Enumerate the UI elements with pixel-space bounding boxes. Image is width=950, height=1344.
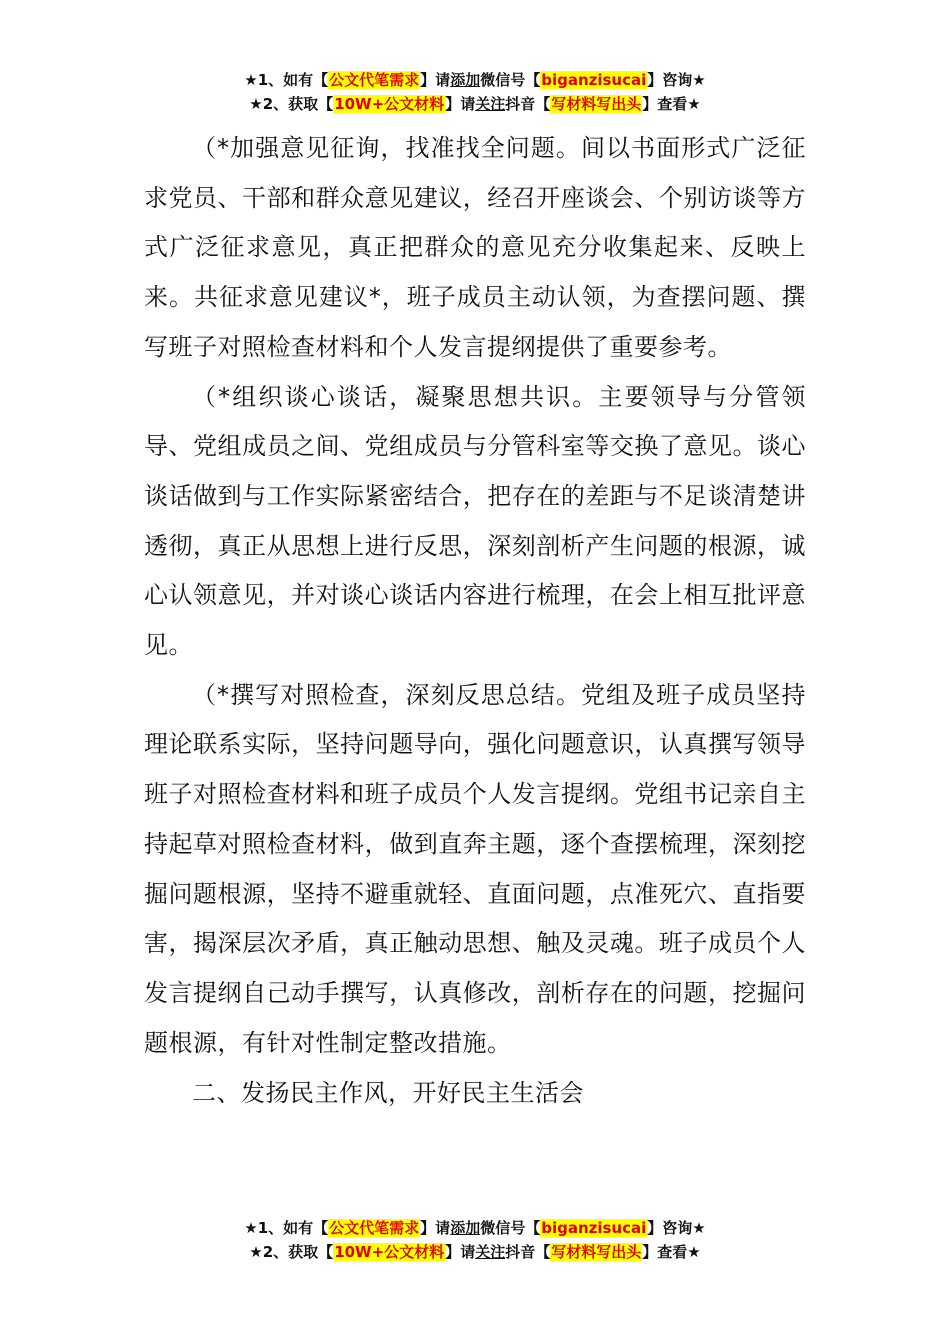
promo-text: 抖音【: [505, 1243, 551, 1261]
promo-text: ★2、获取【: [249, 1243, 334, 1261]
promo-line-1: [0, 68, 950, 92]
promo-text: 抖音【: [505, 95, 551, 113]
promo-highlight: 公文代笔需求: [329, 71, 420, 89]
promo-text: ★1、如有【: [244, 1219, 329, 1237]
document-body: [144, 124, 806, 1119]
promo-highlight: 10W+公文材料: [334, 95, 445, 113]
promo-underline: 添加: [450, 1219, 481, 1237]
promo-highlight-douyin: 写材料写出头: [551, 95, 642, 113]
promo-text: 】查看★: [642, 1243, 701, 1261]
promo-line-1: [0, 1216, 950, 1240]
promo-highlight-wechat: biganzisucai: [541, 1219, 647, 1237]
promo-text: 】请: [420, 71, 451, 89]
promo-text: 微信号【: [480, 1219, 541, 1237]
section-heading: 二、发扬民主作风，开好民主生活会: [192, 1079, 584, 1108]
promo-text: 】查看★: [642, 95, 701, 113]
promo-text: 】咨询★: [647, 1219, 706, 1237]
promo-text: ★2、获取【: [249, 95, 334, 113]
promo-highlight-wechat: biganzisucai: [541, 71, 647, 89]
paragraph-heart-to-heart-talks: （*组织谈心谈话，凝聚思想共识。主要领导与分管领导、党组成员之间、党组成员与分管科室等交换了意见。谈心谈话做到与工作实际紧密结合，把存在的差距与不足谈清楚讲透彻，真正从思想上进行反思，深刻剖析产生问题的根源，诚心认领意见，并对谈心谈话内容进行梳理，在会上相互批评意见。: [144, 382, 806, 660]
promo-line-2: [0, 92, 950, 116]
promo-line-2: [0, 1240, 950, 1264]
paragraph-opinion-solicitation: （*加强意见征询，找准找全问题。间以书面形式广泛征求党员、干部和群众意见建议，经召开座谈会、个别访谈等方式广泛征求意见，真正把群众的意见充分收集起来、反映上来。共征求意见建议*，班子成员主动认领，为查摆问题、撰写班子对照检查材料和个人发言提纲提供了重要参考。: [144, 134, 806, 361]
bottom-promo-banner: [0, 1216, 950, 1264]
top-promo-banner: [0, 68, 950, 116]
promo-underline: 添加: [450, 71, 481, 89]
promo-highlight-douyin: 写材料写出头: [551, 1243, 642, 1261]
promo-underline: 关注: [475, 95, 506, 113]
promo-text: 】请: [445, 1243, 476, 1261]
promo-text: 】请: [445, 95, 476, 113]
promo-highlight: 公文代笔需求: [329, 1219, 420, 1237]
promo-text: 】请: [420, 1219, 451, 1237]
paragraph-self-examination: （*撰写对照检查，深刻反思总结。党组及班子成员坚持理论联系实际，坚持问题导向，强化问题意识，认真撰写领导班子对照检查材料和班子成员个人发言提纲。党组书记亲自主持起草对照检查材料，做到直奔主题，逐个查摆梳理，深刻挖掘问题根源，坚持不避重就轻、直面问题，点准死穴、直指要害，揭深层次矛盾，真正触动思想、触及灵魂。班子成员个人发言提纲自己动手撰写，认真修改，剖析存在的问题，挖掘问题根源，有针对性制定整改措施。: [144, 680, 806, 1057]
promo-text: 微信号【: [480, 71, 541, 89]
promo-text: 】咨询★: [647, 71, 706, 89]
promo-underline: 关注: [475, 1243, 506, 1261]
promo-highlight: 10W+公文材料: [334, 1243, 445, 1261]
promo-text: ★1、如有【: [244, 71, 329, 89]
